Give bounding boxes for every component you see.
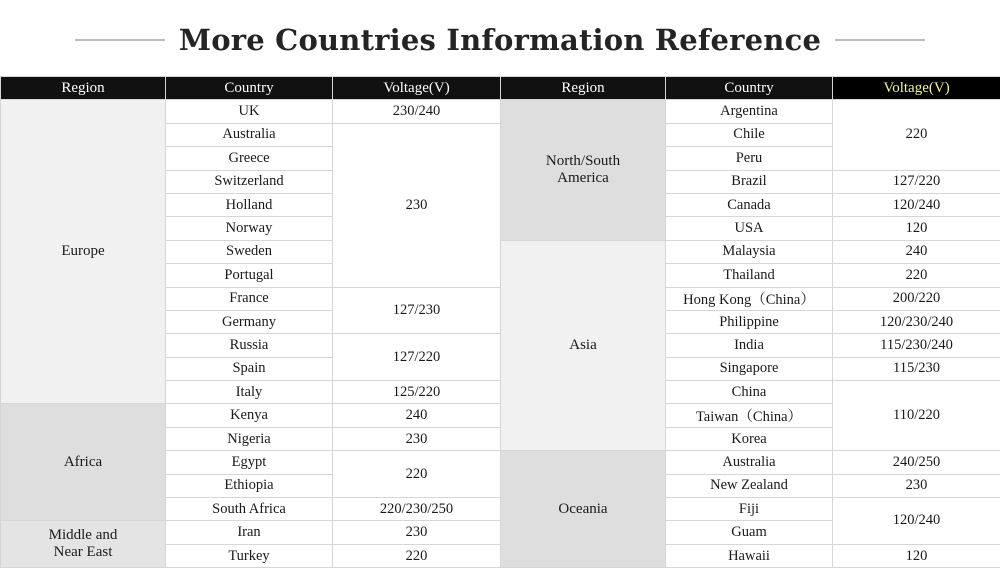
voltage-cell: 220 [333,451,501,498]
country-cell: Egypt [166,451,333,474]
region-cell: Oceania [501,451,666,568]
country-cell: Greece [166,147,333,170]
country-cell: Malaysia [666,240,833,263]
country-cell: Italy [166,381,333,404]
table-header [1,77,1000,100]
voltage-cell: 220 [333,544,501,567]
country-cell: Holland [166,193,333,216]
table-header-row [1,77,1000,100]
country-cell: USA [666,217,833,240]
country-cell: Taiwan（China） [666,404,833,427]
country-cell: Peru [666,147,833,170]
voltage-cell: 110/220 [833,381,1000,451]
country-cell: Ethiopia [166,474,333,497]
region-cell [1,521,166,568]
region-label-line1: Middle and [48,527,118,544]
country-cell: Germany [166,310,333,333]
country-cell: France [166,287,333,310]
country-cell: Hong Kong（China） [666,287,833,310]
voltage-cell: 127/220 [833,170,1000,193]
country-cell: Portugal [166,264,333,287]
title-rule-right [835,39,925,41]
region-cell: Africa [1,404,166,521]
header-country-left: Country [166,77,333,100]
region-cell [501,100,666,240]
voltage-cell: 240 [833,240,1000,263]
header-region-left: Region [1,77,166,100]
header-country-right: Country [666,77,833,100]
voltage-cell: 230 [833,474,1000,497]
country-cell: Singapore [666,357,833,380]
countries-voltage-table [0,76,1000,568]
page-title [0,0,1000,76]
region-label-line2: America [557,170,609,187]
country-cell: Philippine [666,310,833,333]
voltage-cell: 230 [333,427,501,450]
region-cell: Europe [1,100,166,404]
country-cell: Switzerland [166,170,333,193]
country-cell: Hawaii [666,544,833,567]
country-cell: Australia [166,123,333,146]
country-cell: South Africa [166,498,333,521]
country-cell: Fiji [666,498,833,521]
voltage-cell: 120 [833,544,1000,567]
voltage-cell: 115/230 [833,357,1000,380]
table-body [1,100,1000,568]
voltage-cell: 200/220 [833,287,1000,310]
country-cell: Brazil [666,170,833,193]
country-cell: Canada [666,193,833,216]
voltage-cell: 125/220 [333,381,501,404]
voltage-cell: 220 [833,264,1000,287]
voltage-cell: 127/220 [333,334,501,381]
country-cell: Chile [666,123,833,146]
country-cell: Russia [166,334,333,357]
country-cell: Norway [166,217,333,240]
region-label-line2: Near East [53,544,113,561]
country-cell: Kenya [166,404,333,427]
voltage-cell: 120 [833,217,1000,240]
voltage-cell: 240/250 [833,451,1000,474]
voltage-cell: 120/240 [833,498,1000,545]
voltage-cell: 240 [333,404,501,427]
page-title-text: More Countries Information Reference [178,23,822,57]
region-label-line1: North/South [545,152,621,169]
header-voltage-left: Voltage(V) [333,77,501,100]
voltage-cell: 220/230/250 [333,498,501,521]
country-cell: UK [166,100,333,123]
country-cell: Australia [666,451,833,474]
header-voltage-right: Voltage(V) [833,77,1000,100]
region-cell: Asia [501,240,666,451]
country-cell: Argentina [666,100,833,123]
voltage-cell: 120/240 [833,193,1000,216]
voltage-cell: 230/240 [333,100,501,123]
voltage-cell: 127/230 [333,287,501,334]
header-region-right: Region [501,77,666,100]
table-row [1,100,1000,123]
voltage-cell: 115/230/240 [833,334,1000,357]
country-cell: New Zealand [666,474,833,497]
country-cell: Iran [166,521,333,544]
voltage-cell: 220 [833,100,1000,170]
voltage-cell: 230 [333,521,501,544]
country-cell: Sweden [166,240,333,263]
country-cell: Nigeria [166,427,333,450]
country-cell: India [666,334,833,357]
country-cell: Spain [166,357,333,380]
voltage-cell: 120/230/240 [833,310,1000,333]
country-cell: Turkey [166,544,333,567]
country-cell: China [666,381,833,404]
country-cell: Guam [666,521,833,544]
country-cell: Thailand [666,264,833,287]
title-rule-left [75,39,165,41]
voltage-cell: 230 [333,123,501,287]
country-cell: Korea [666,427,833,450]
